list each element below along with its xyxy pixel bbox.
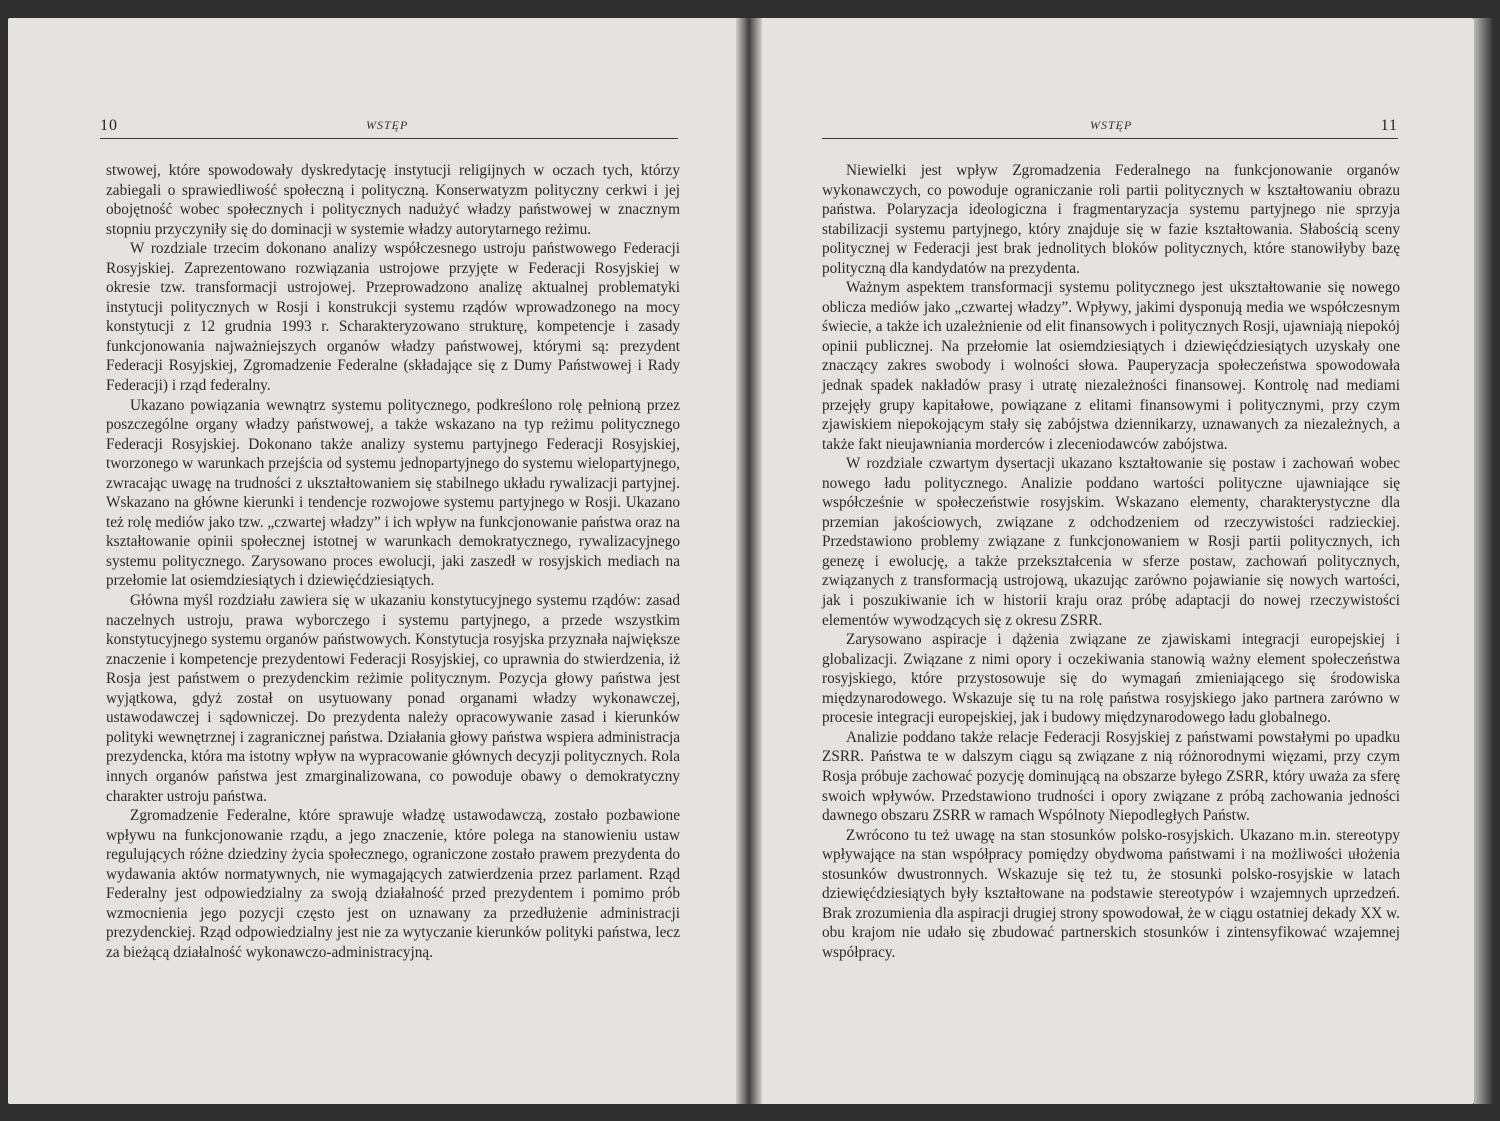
running-head: WSTĘP [366, 118, 409, 132]
left-page-body [106, 161, 680, 962]
left-page-header [100, 98, 678, 139]
right-page [762, 18, 1474, 1104]
page-number: 11 [1380, 117, 1398, 134]
book-gutter [736, 18, 762, 1104]
paragraph: Główna myśl rozdziału zawiera się w ukazaniu konstytucyjnego systemu rządów: zasad naczelnych ustroju, prawa wyborczego i systemu partyjnego, a przede wszystkim konstytucyjnego systemu organów państwowych. Konstytucja rosyjska przyznała największe znaczenie i kompetencje prezydentowi Federacji Rosyjskiej, co uprawnia do stwierdzenia, iż Rosja jest państwem o prezydenckim reżimie politycznym. Pozycja głowy państwa jest wyjątkowa, gdyż został on usytuowany ponad organami władzy wykonawczej, ustawodawczej i sądowniczej. Do prezydenta należy opracowywanie zasad i kierunków polityki wewnętrznej i zagranicznej państwa. Działania głowy państwa wspiera administracja prezydencka, która ma istotny wpływ na wypracowanie głównych decyzji politycznych. Rola innych organów państwa jest zmarginalizowana, co powoduje obawy o demokratyczny charakter ustroju państwa. [106, 592, 680, 805]
page-edge [1474, 18, 1492, 1104]
paragraph: Ukazano powiązania wewnątrz systemu politycznego, podkreślono rolę pełnioną przez poszczególne organy władzy państwowej, a także wskazano na typ reżimu politycznego Federacji Rosyjskiej. Dokonano także analizy systemu partyjnego Federacji Rosyjskiej, tworzonego w warunkach przejścia od systemu jednopartyjnego do systemu wielopartyjnego, zwracając uwagę na trudności z ukształtowaniem się stabilnego układu rywalizacji partyjnej. Wskazano na główne kierunki i tendencje rozwojowe systemu partyjnego w Rosji. Ukazano też rolę mediów jako tzw. „czwartej władzy” i ich wpływ na funkcjonowanie państwa oraz na kształtowanie opinii społecznej istotnej w warunkach demokratycznego, rywalizacyjnego systemu politycznego. Zarysowano proces ewolucji, jaki zaszedł w rosyjskich mediach na przełomie lat osiemdziesiątych i dziewięćdziesiątych. [106, 396, 680, 590]
paragraph: Zgromadzenie Federalne, które sprawuje władzę ustawodawczą, zostało pozbawione wpływu na funkcjonowanie rządu, a jego znaczenie, które polega na stanowieniu ustaw regulujących różne dziedziny życia społecznego, ograniczone zostało prawem prezydenta do wydawania aktów normatywnych, nie wymagających zatwierdzenia przez parlament. Rząd Federalny jest odpowiedzialny za swoją działalność przed prezydentem i pomimo prób wzmocnienia jego pozycji często jest on uznawany za przedłużenie administracji prezydenckiej. Rząd odpowiedzialny jest nie za wytyczanie kierunków polityki państwa, lecz za bieżącą działalność wykonawczo-administracyjną. [106, 807, 680, 961]
paragraph: Ważnym aspektem transformacji systemu politycznego jest ukształtowanie się nowego oblicza mediów jako „czwartej władzy”. Wpływy, jakimi dysponują media we współczesnym świecie, a także ich uzależnienie od elit finansowych i politycznych Rosji, ujawniają niepokój opinii publicznej. Na przełomie lat osiemdziesiątych i dziewięćdziesiątych uzyskały one znaczący zakres swobody i wolności słowa. Pauperyzacja społeczeństwa spowodowała jednak spadek nakładów prasy i utratę niezależności finansowej. Kontrolę nad mediami przejęły grupy kapitałowe, powiązane z elitami finansowymi i politycznymi, przy czym zjawiskiem niepokojącym stały się zabójstwa dziennikarzy, uznawanych za niezależnych, a także fakt nieujawniania morderców i zleceniodawców zabójstwa. [822, 279, 1400, 453]
paragraph: Niewielki jest wpływ Zgromadzenia Federalnego na funkcjonowanie organów wykonawczych, co powoduje ograniczanie roli partii politycznych w kształtowaniu obrazu państwa. Polaryzacja ideologiczna i fragmentaryzacja systemu partyjnego nie sprzyja stabilizacji systemu partyjnego, który znajduje się w fazie kształtowania. Słabością sceny politycznej w Federacji jest brak jednolitych bloków politycznych, które stanowiłyby bazę polityczną dla kandydatów na prezydenta. [822, 162, 1400, 277]
paragraph: W rozdziale czwartym dysertacji ukazano kształtowanie się postaw i zachowań wobec nowego ładu politycznego. Analizie poddano wartości polityczne ujawniające się współcześnie w społeczeństwie rosyjskim. Wskazano elementy, charakterystyczne dla przemian jakościowych, związane z odchodzeniem od rzeczywistości radzieckiej. Przedstawiono problemy związane z funkcjonowaniem w Rosji partii politycznych, ich genezę i ewolucję, a także przekształcenia w sferze postaw, zachowań politycznych, związanych z transformacją ustrojową, ukazując zarówno pojawianie się nowych wartości, jak i poszukiwanie ich w historii kraju oraz próbę adaptacji do nowej rzeczywistości elementów wywodzących się z okresu ZSRR. [822, 455, 1400, 629]
page-number: 10 [100, 117, 118, 134]
right-page-header [822, 98, 1398, 139]
paragraph: W rozdziale trzecim dokonano analizy współczesnego ustroju państwowego Federacji Rosyjskiej. Zaprezentowano rozwiązania ustrojowe przyjęte w Federacji Rosyjskiej w okresie tzw. transformacji ustrojowej. Przeprowadzono analizę aktualnej problematyki instytucji politycznych w Rosji i konstrukcji systemu rządów wprowadzonego na mocy konstytucji z 12 grudnia 1993 r. Scharakteryzowano strukturę, kompetencje i zasady funkcjonowania najważniejszych organów władzy państwowej, którymi są: prezydent Federacji Rosyjskiej, Zgromadzenie Federalne (składające się z Dumy Państwowej i Rady Federacji) i rząd federalny. [106, 240, 680, 395]
right-page-body [822, 161, 1400, 962]
paragraph: Analizie poddano także relacje Federacji Rosyjskiej z państwami powstałymi po upadku ZSRR. Państwa te w dalszym ciągu są związane z nią różnorodnymi więzami, przy czym Rosja próbuje zachować pozycję dominującą na obszarze byłego ZSRR, który uważa za sferę swoich wpływów. Przedstawiono trudności i opory związane z próbą zachowania jedności dawnego obszaru ZSRR w ramach Wspólnoty Niepodległych Państw. [822, 728, 1400, 825]
paragraph: Zarysowano aspiracje i dążenia związane ze zjawiskami integracji europejskiej i globalizacji. Związane z nimi opory i oczekiwania stanowią ważny element społeczeństwa rosyjskiego, które przystosowuje się do wymagań zmieniającego się środowiska międzynarodowego. Wskazuje się tu na rolę państwa rosyjskiego jako partnera zarówno w procesie integracji europejskiej, jak i budowy międzynarodowego ładu globalnego. [822, 631, 1400, 727]
running-head: WSTĘP [1090, 118, 1133, 132]
left-page [8, 18, 736, 1104]
paragraph: Zwrócono tu też uwagę na stan stosunków polsko-rosyjskich. Ukazano m.in. stereotypy wpływające na stan współpracy pomiędzy obydwoma państwami i na możliwości ułożenia stosunków dwustronnych. Wskazuje się też tu, że stosunki polsko-rosyjskie w latach dziewięćdziesiątych były kształtowane na podstawie stereotypów i wzajemnych uprzedzeń. Brak zrozumienia dla aspiracji drugiej strony spowodował, że w ciągu ostatniej dekady XX w. obu krajom nie udało się zbudować partnerskich stosunków i zintensyfikować wzajemnej współpracy. [822, 826, 1400, 961]
paragraph: stwowej, które spowodowały dyskredytację instytucji religijnych w oczach tych, którzy zabiegali o sprawiedliwość społeczną i polityczną. Konserwatyzm polityczny cerkwi i jej obojętność wobec społecznych i politycznych nadużyć władzy państwowej w znacznym stopniu przyczyniły się do dominacji w systemie władzy autorytarnego reżimu. [106, 162, 680, 238]
